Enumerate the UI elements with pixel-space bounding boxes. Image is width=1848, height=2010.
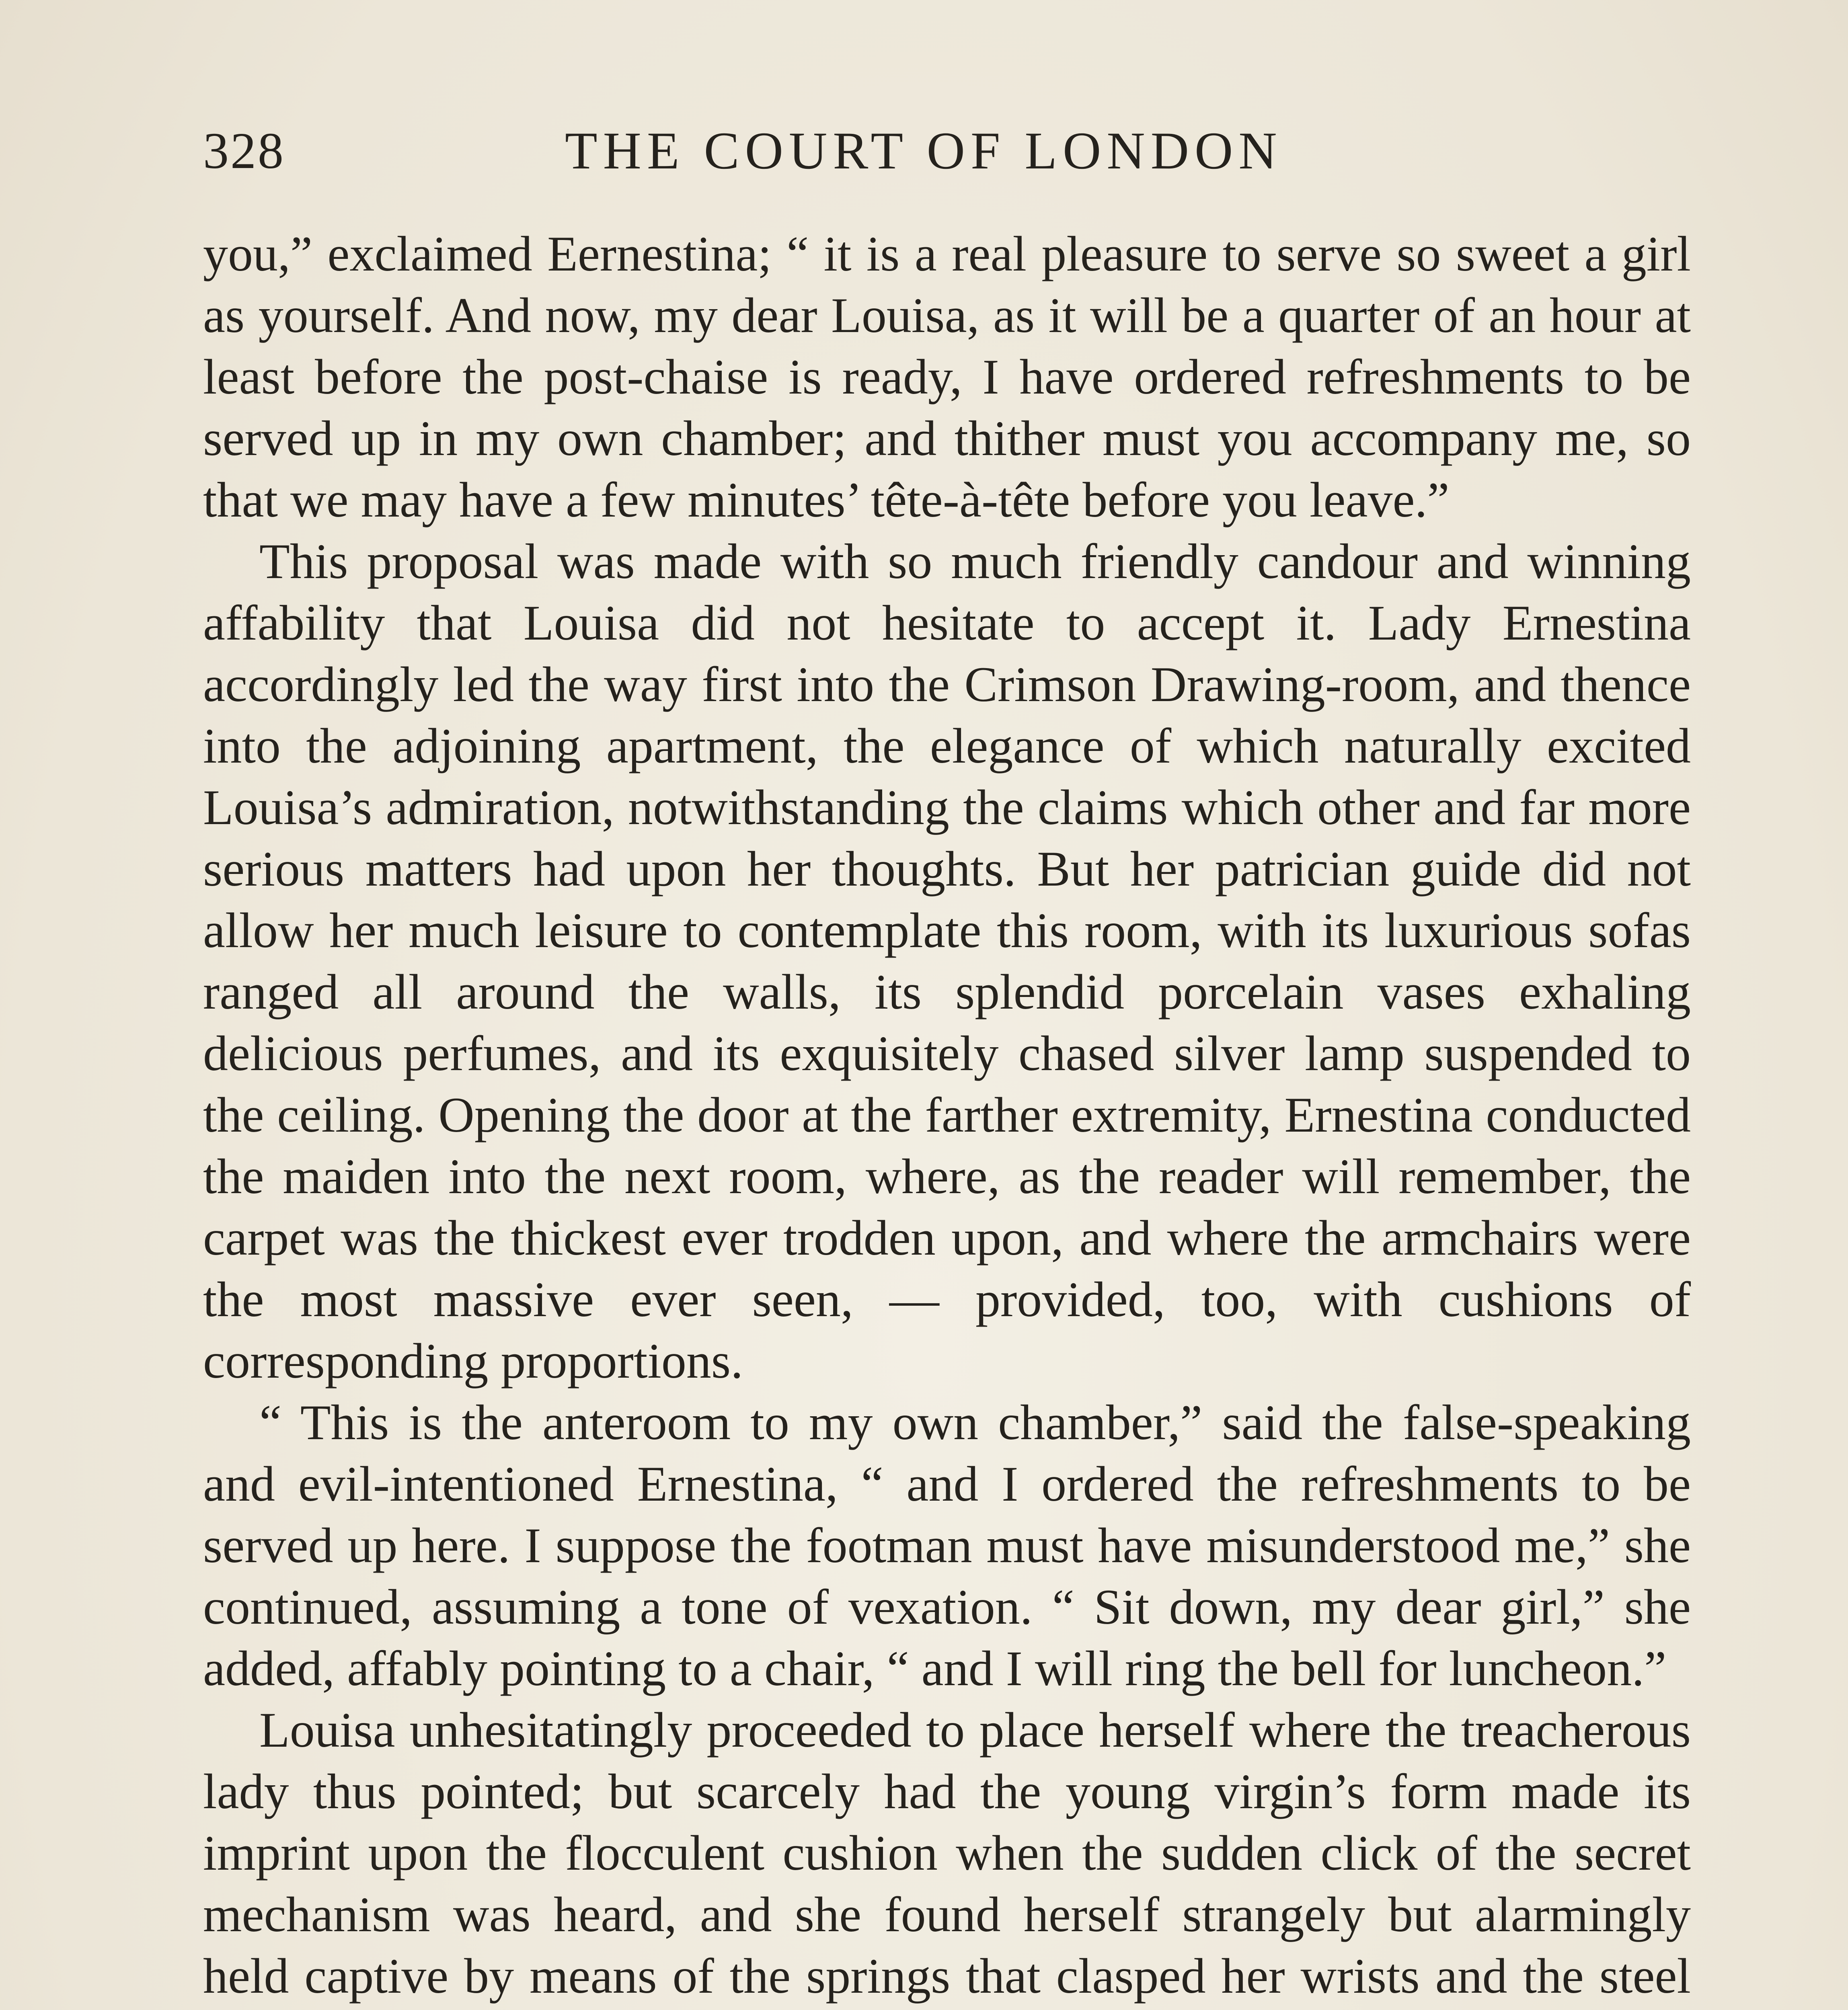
body-text xyxy=(203,223,1691,2010)
page-number: 328 xyxy=(203,122,285,179)
paragraph-3: “ This is the anteroom to my own chamber,” said the false-speaking and evil-intentioned Ernestina, “ and I ordered the refreshments to be served up here. I suppose the footman must have misunderstood me,” she continued, assuming a tone of vexation. “ Sit down, my dear girl,” she added, affably pointing to a chair, “ and I will ring the bell for luncheon.” xyxy=(203,1395,1691,1696)
page-header xyxy=(203,117,1691,185)
paragraph-2: This proposal was made with so much friendly candour and winning affability that Louisa did not hesitate to accept it. Lady Ernestina accordingly led the way first into the Crimson Drawing-room, and thence into the adjoining apartment, the elegance of which naturally excited Louisa’s admiration, notwithstanding the claims which other and far more serious matters had upon her thoughts. But her patrician guide did not allow her much leisure to contemplate this room, with its luxurious sofas ranged all around the walls, its splendid porcelain vases exhaling delicious perfumes, and its exquisitely chased silver lamp suspended to the ceiling. Opening the door at the farther extremity, Ernestina conducted the maiden into the next room, where, as the reader will remember, the carpet was the thickest ever trodden upon, and where the armchairs were the most massive ever seen, — provided, too, with cushions of corresponding proportions. xyxy=(203,534,1691,1389)
running-title: THE COURT OF LONDON xyxy=(565,121,1283,180)
paragraph-4: Louisa unhesitatingly proceeded to place herself where the treacherous lady thus pointed; but scarcely had the young virgin’s form made its imprint upon the flocculent cushion when the sudden click of the secret mechanism was heard, and she found herself strangely but alarmingly held captive by means of the springs that clasped her wrists and the steel xyxy=(203,1702,1691,2004)
paragraph-1: you,” exclaimed Eernestina; “ it is a real pleasure to serve so sweet a girl as yourself. And now, my dear Louisa, as it will be a quarter of an hour at least before the post-chaise is ready, I have ordered refreshments to be served up in my own chamber; and thither must you accompany me, so that we may have a few minutes’ tête-à-tête before you leave.” xyxy=(203,226,1691,527)
